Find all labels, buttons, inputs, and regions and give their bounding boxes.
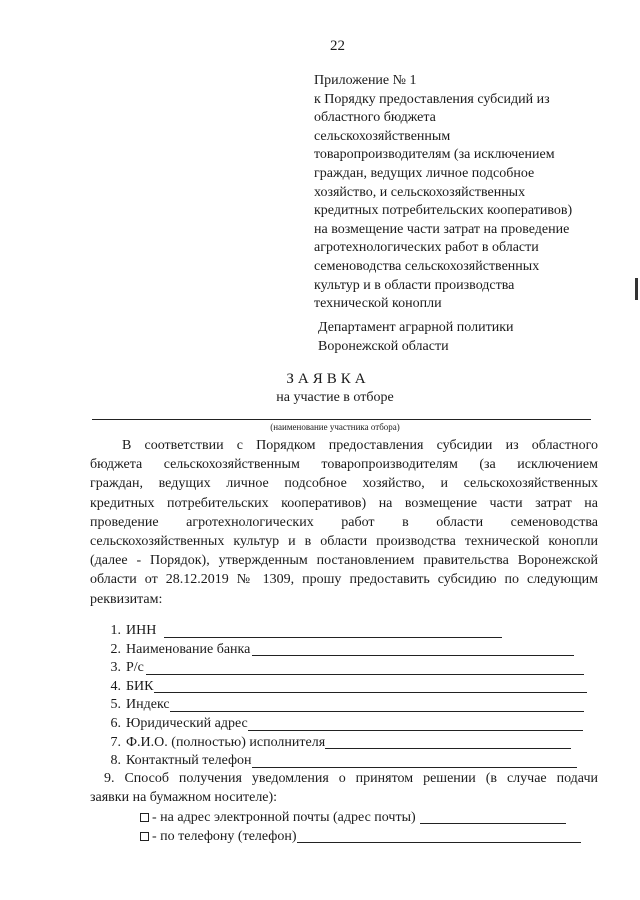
field-label: ИНН [126,623,157,638]
field-number: 7. [110,734,121,750]
department-line: Департамент аграрной политики [318,320,514,335]
appendix-line: семеноводства сельскохозяйственных [314,258,540,274]
option-label: - на адрес электронной почты (адрес почты) [152,810,416,825]
field-contact-phone [90,752,598,771]
department-line: Воронежской области [318,339,449,354]
paragraph-line: бюджета сельскохозяйственным товаропроизводителям (за исключением [90,457,598,473]
paragraph-line: сельскохозяйственных культур и в области производства технической конопли [90,534,598,550]
field-number: 5. [110,697,121,713]
bank-name-input-line[interactable] [252,641,574,656]
field-legal-address [90,715,598,734]
document-title: ЗАЯВКА [286,371,370,387]
option-email [140,808,581,827]
phone-option-checkbox[interactable] [140,832,149,841]
email-option-checkbox[interactable] [140,813,149,822]
field-index [90,696,598,715]
scan-edge-mark [635,278,638,300]
bik-input-line[interactable] [154,678,587,693]
field-number: 3. [110,660,121,676]
paragraph-line: В соответствии с Порядком предоставления субсидии из областного [122,438,598,453]
notice-line: 9. Способ получения уведомления о принятом решении (в случае подачи [104,771,598,786]
field-label: Р/с [126,660,144,676]
appendix-line: товаропроизводителям (за исключением [314,147,555,163]
appendix-line: кредитных потребительских кооперативов) [314,203,573,219]
option-label: - по телефону (телефон) [152,829,297,844]
field-bik [90,678,598,697]
paragraph-line: граждан, ведущих личное подсобное хозяйство, и сельскохозяйственных [90,476,598,492]
field-label: Наименование банка [126,641,251,657]
appendix-line: областного бюджета [314,110,436,126]
email-input-line[interactable] [420,809,566,824]
appendix-line: на возмещение части затрат на проведение [314,221,570,237]
option-phone [140,827,581,846]
field-label: Ф.И.О. (полностью) исполнителя [126,734,326,750]
notification-method [90,770,598,807]
appendix-line: к Порядку предоставления субсидий из [314,91,550,107]
appendix-line: культур и в области производства [314,277,515,293]
addressee-department [318,318,514,356]
paragraph-line: кредитных потребительских кооперативов) на возмещение части затрат на [90,495,598,511]
participant-caption: (наименование участника отбора) [270,422,400,432]
paragraph-line: (далее - Порядок), утвержденным постановлением правительства Воронежской [90,553,598,569]
account-input-line[interactable] [146,660,584,675]
participant-name-field[interactable] [92,419,591,420]
field-bank-name [90,641,598,660]
legal-address-input-line[interactable] [248,716,583,731]
requisites-list [90,622,598,771]
field-executor-name [90,734,598,753]
field-label: Юридический адрес [126,715,248,731]
field-inn [90,622,598,641]
appendix-header [314,72,614,314]
field-label: БИК [126,678,154,694]
contact-phone-input-line[interactable] [252,753,577,768]
paragraph-line: проведение агротехнологических работ в области семеноводства [90,514,598,530]
field-number: 1. [110,623,121,638]
field-number: 4. [110,678,121,694]
notification-options [140,808,581,846]
application-paragraph [90,436,598,609]
index-input-line[interactable] [170,697,584,712]
phone-input-line[interactable] [297,828,581,843]
field-label: Индекс [126,697,170,713]
paragraph-line: области от 28.12.2019 № 1309, прошу предоставить субсидию по следующим [90,572,598,588]
document-subtitle: на участие в отборе [276,390,394,405]
field-number: 8. [110,753,121,769]
inn-input-line[interactable] [164,623,502,638]
appendix-line: Приложение № 1 [314,73,417,88]
appendix-line: сельскохозяйственным [314,128,451,144]
executor-name-input-line[interactable] [325,734,571,749]
appendix-line: граждан, ведущих личное подсобное [314,165,535,181]
field-number: 2. [110,641,121,657]
paragraph-line: реквизитам: [90,591,163,607]
page-number: 22 [330,38,345,54]
appendix-line: хозяйство, и сельскохозяйственных [314,184,526,200]
field-number: 6. [110,715,121,731]
appendix-line: технической конопли [314,296,442,312]
notice-line: заявки на бумажном носителе): [90,789,278,805]
field-label: Контактный телефон [126,753,252,769]
appendix-line: агротехнологических работ в области [314,240,539,256]
field-account [90,659,598,678]
